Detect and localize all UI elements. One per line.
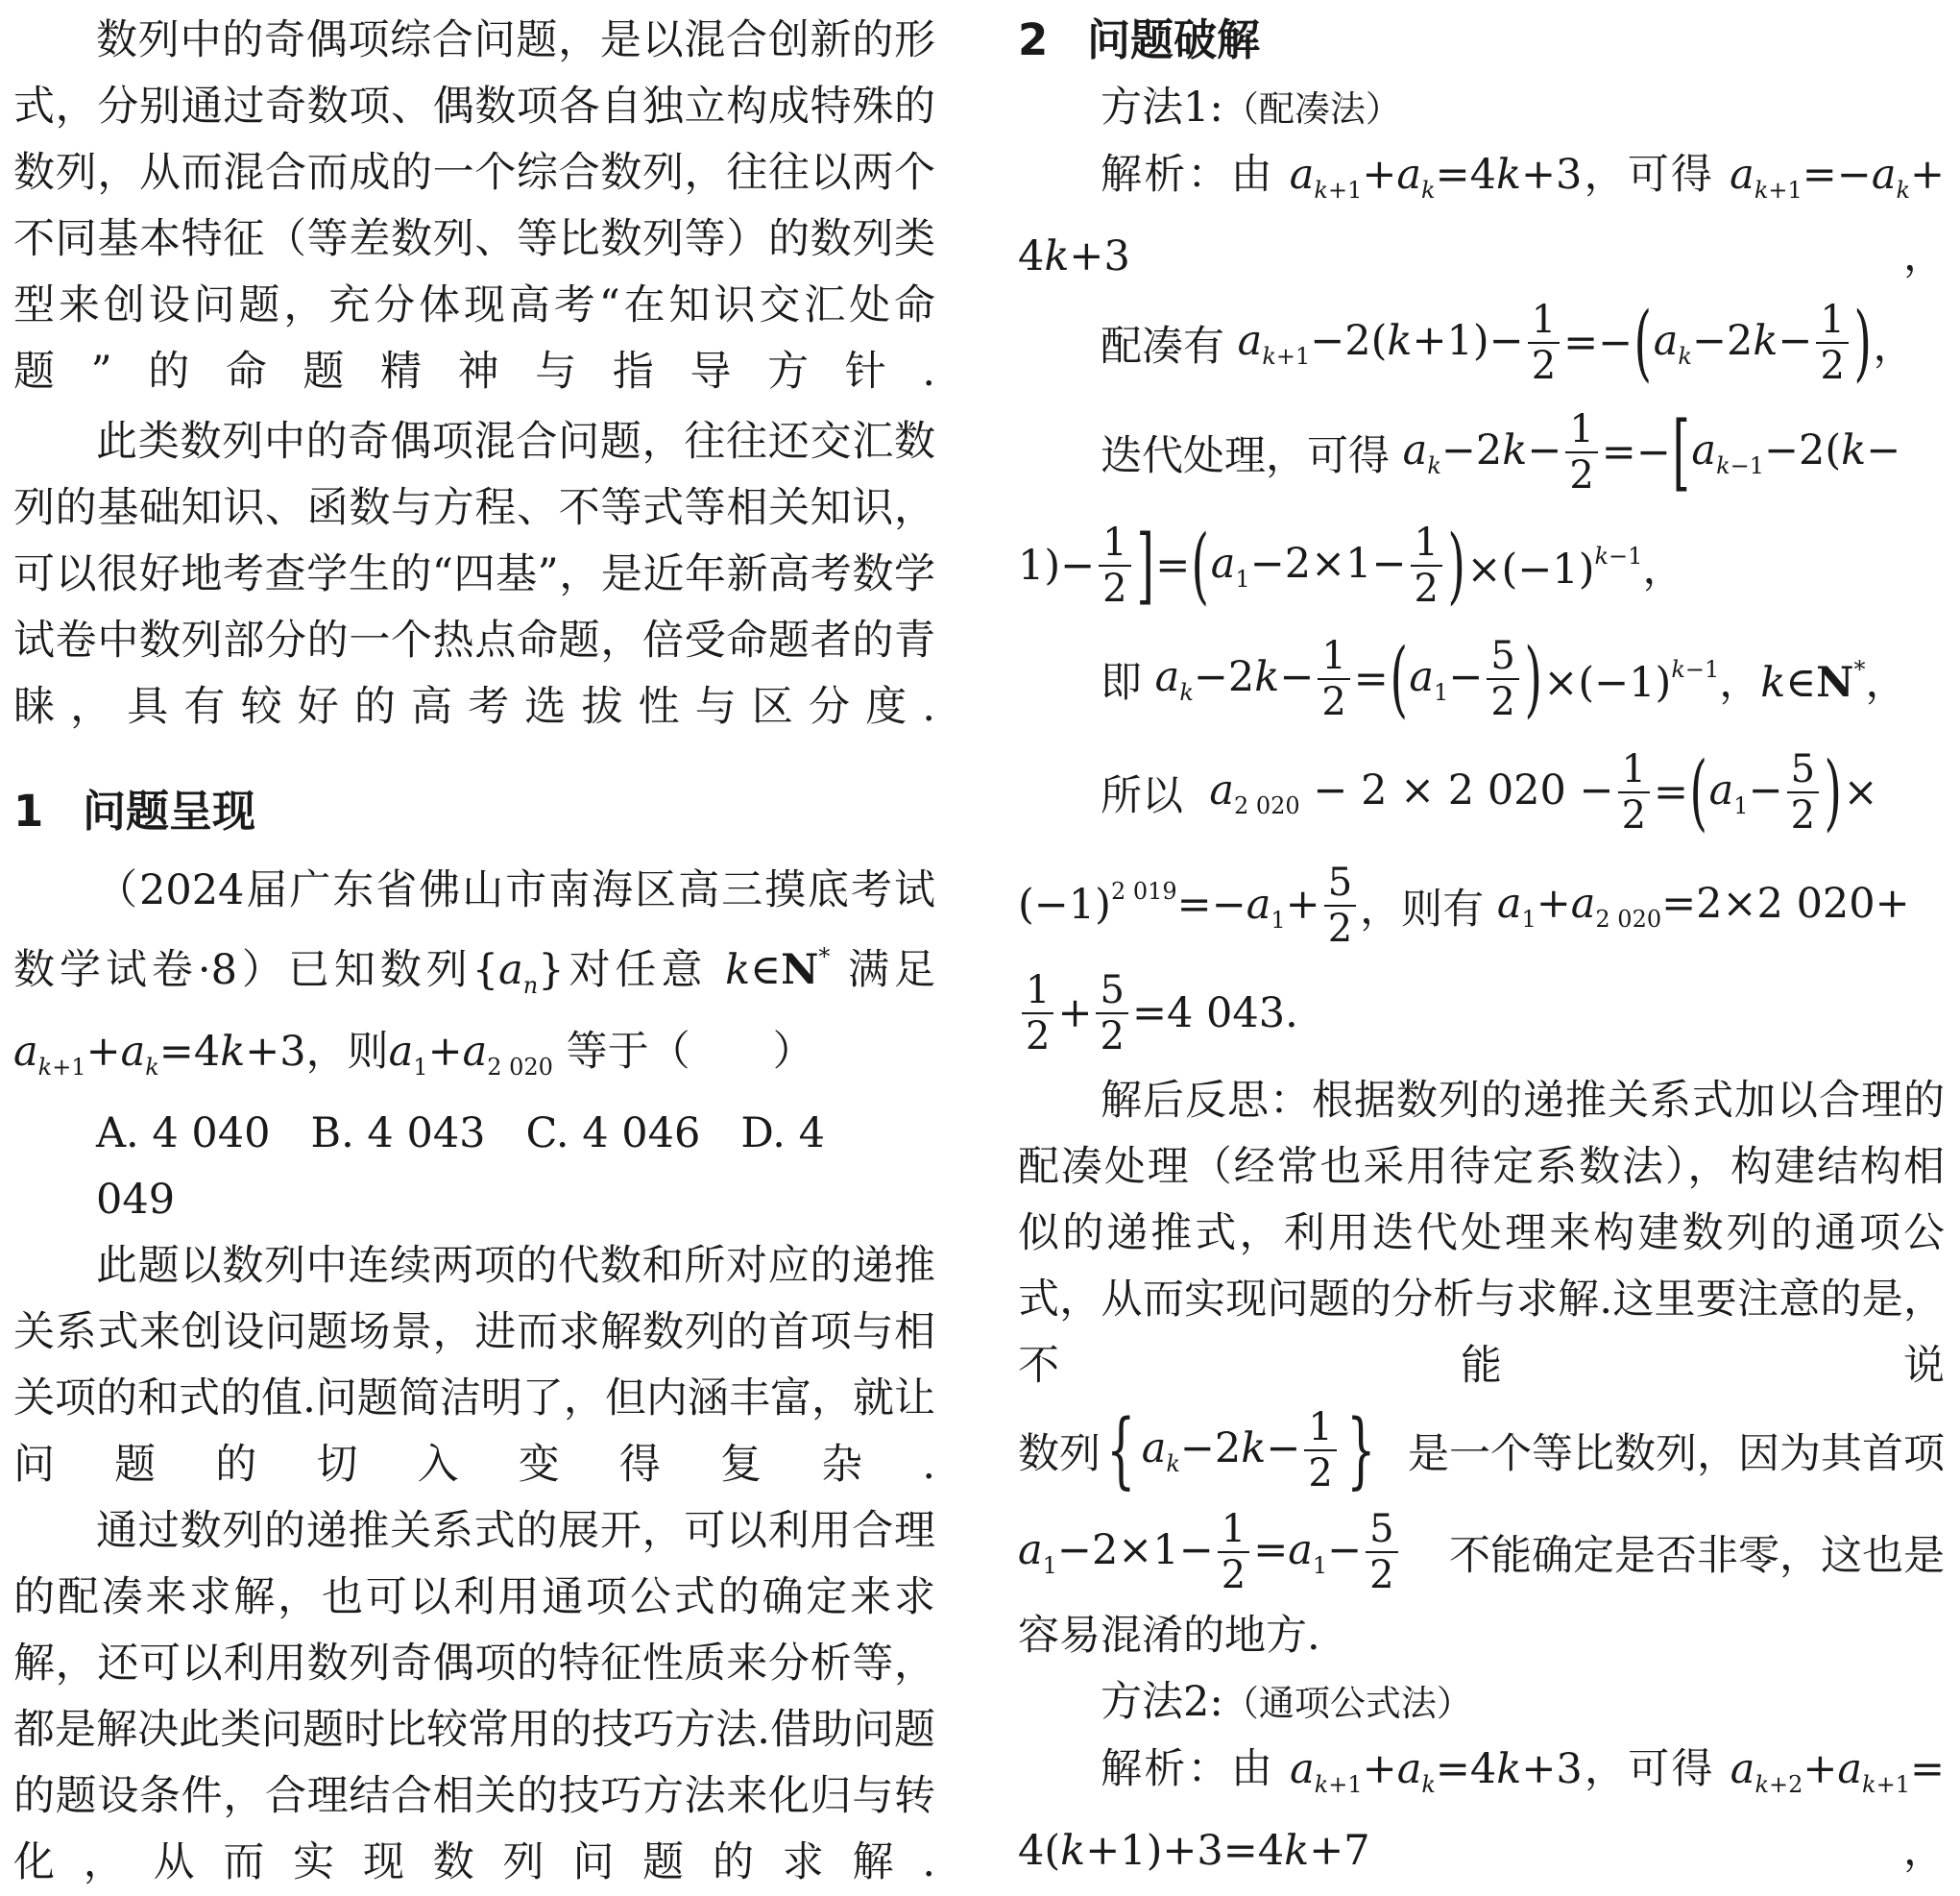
math-line-first-term: $a_1-2\times 1-$ $\frac{1}{2}$ $=a_1-$ $\frac{5}{2}$ 不能确定是否非零，这也是 — [1018, 1507, 1945, 1597]
problem-text: ，则 — [305, 1028, 389, 1076]
solution-line-2 — [1018, 1737, 1945, 1884]
math-next: $a_{k+2}+a_{k+1}= 4(k+1)+3=4k+7$， — [1018, 1745, 1946, 1875]
method-name: （配凑法） — [1222, 88, 1401, 130]
method-2-label — [1018, 1669, 1945, 1737]
math-an: $\{a_n\}$ — [472, 946, 565, 999]
intro-paragraph-2: 此类数列中的奇偶项混合问题，往往还交汇数列的基础知识、函数与方程、不等式等相关知识，可以很好地考查学生的“四基”，是近年新高考数学试卷中数列部分的一个热点命题，倍受命题者的青睐，具有较好的高考选拔性与区分度. — [13, 418, 935, 731]
section-title: 问题破解 — [1087, 14, 1261, 65]
reflection-text: 容易混淆的地方. — [1018, 1612, 1320, 1660]
reflection-text: 不能确定是否非零，这也是 — [1449, 1531, 1945, 1580]
left-column — [13, 0, 935, 1896]
solution-text: 解析：由 — [1101, 1745, 1275, 1793]
reflection-text: 是一个等比数列，因为其首项 — [1408, 1429, 1945, 1478]
math-recurrence: $a_{k+1}+a_k=4k+3$ — [13, 1028, 306, 1081]
solution-text: 所以 — [1101, 771, 1183, 820]
problem-text: 满足 — [848, 946, 936, 994]
math-line-zeyou: $(-1)^{2 019}=-a_1+$ $\frac{5}{2}$ ，则有 $a_1+a_{2 020}=2\times 2$ 020+ — [1018, 861, 1910, 951]
math-rewrite: $a_{k+1}=-a_k+ 4k+3$， — [1018, 151, 1946, 280]
solution-text: ，可得 — [1582, 1745, 1715, 1793]
option-a: A. 4 040 — [96, 1109, 271, 1157]
answer-options — [13, 1101, 935, 1233]
math-k-in-N: k∈N* — [725, 943, 831, 994]
solution-text: 迭代处理，可得 — [1101, 431, 1390, 480]
analysis-paragraph-1: 此题以数列中连续两项的代数和所对应的递推关系式来创设问题场景，进而求解数列的首项与相关项的和式的值.问题简洁明了，但内涵丰富，就让问题的切入变得复杂. — [13, 1242, 935, 1489]
right-column — [1018, 0, 1945, 1884]
method-label: 方法1: — [1101, 84, 1223, 132]
math-line-dd: 迭代处理，可得 $a_k-2k-$ $\frac{1}{2}$ =− [ $a_{k-1}-2(k-$ — [1101, 404, 1901, 500]
solution-text: 即 — [1101, 658, 1142, 707]
math-line-dd2: 1)− $\frac{1}{2}$ ] = ( $a_1-2\times 1-$ $\frac{1}{2}$ ) $\times(-1)^{k-1}$， — [1018, 518, 1684, 614]
math-line-result: $\frac{1}{2}$ + $\frac{5}{2}$ =4 043. — [1018, 962, 1945, 1064]
reflection-paragraph — [1018, 1068, 1945, 1399]
solution-text: 数列 — [1018, 1429, 1101, 1478]
problem-equation-line — [13, 1019, 935, 1101]
problem-text: 对任意 — [564, 946, 708, 994]
section-heading-2 — [1018, 12, 1945, 69]
analysis-paragraph-2: 通过数列的递推关系式的展开，可以利用合理的配凑来求解，也可以利用通项公式的确定来求解，还可以利用数列奇偶项的特征性质来分析等，都是解决此类问题时比较常用的技巧方法.借助问题的题设条件，合理结合相关的技巧方法来化归与转化，从而实现数列问题的求解. — [13, 1507, 935, 1886]
math-recurrence: $a_{k+1}+a_k=4k+3$ — [1290, 1745, 1583, 1798]
problem-source: （2024届广东省佛山市南海区高三摸底考试数学试卷·8）已知数列 — [13, 866, 935, 994]
math-sum: $a_1+a_{2 020}$ — [388, 1028, 553, 1081]
reflection-label: 解后反思： — [1101, 1077, 1312, 1125]
solution-text: 配凑有 — [1101, 322, 1224, 371]
section-number: 2 — [1018, 14, 1049, 65]
method-1-label — [1018, 75, 1945, 142]
math-line-suoyi: 所以 $a_{2 020} - 2 \times 2$ 020 − $\frac{1}{2}$ = ( $a_1-$ $\frac{5}{2}$ ) × — [1101, 744, 1878, 840]
math-recurrence: $a_{k+1}+a_k=4k+3$ — [1289, 151, 1583, 204]
solution-line-1 — [1018, 142, 1945, 290]
section-title: 问题呈现 — [83, 786, 256, 837]
option-c: C. 4 046 — [525, 1109, 701, 1157]
solution-text: ，可得 — [1582, 151, 1715, 199]
result-value: =4 043. — [1131, 989, 1298, 1037]
solution-text: 解析：由 — [1101, 151, 1274, 199]
problem-statement — [13, 858, 935, 1019]
section-heading-1 — [13, 783, 935, 840]
option-d: D. 4 049 — [96, 1109, 825, 1224]
section-number: 1 — [13, 786, 44, 837]
intro-paragraph-1: 数列中的奇偶项综合问题，是以混合创新的形式，分别通过奇数项、偶数项各自独立构成特殊的数列，从而混合而成的一个综合数列，往往以两个不同基本特征（等差数列、等比数列等）的数列类型来创设问题，充分体现高考“在知识交汇处命题”的命题精神与指导方针. — [13, 16, 935, 396]
method-name: （通项公式法） — [1222, 1683, 1472, 1724]
math-line-ji: 即 $a_k-2k-$ $\frac{1}{2}$ = ( $a_1-$ $\frac{5}{2}$ ) $\times(-1)^{k-1}$，k∈N*， — [1101, 631, 1907, 727]
math-line-pc: 配凑有 $a_{k+1}-2(k+1)-$ $\frac{1}{2}$ =− ( $a_k-2k-$ $\frac{1}{2}$ ) ， — [1101, 295, 1915, 391]
problem-text: 等于（ ） — [566, 1028, 814, 1076]
math-line-shulie: 数列 { $a_k-2k-$ $\frac{1}{2}$ } 是一个等比数列，因为其首项 — [1018, 1402, 1945, 1498]
option-b: B. 4 043 — [310, 1109, 486, 1157]
reflection-text: 根据数列的递推关系式加以合理的配凑处理（经常也采用待定系数法），构建结构相似的递推式，利用迭代处理来构建数列的通项公式，从而实现问题的分析与求解.这里要注意的是，不能说 — [1018, 1077, 1945, 1390]
method-label: 方法2: — [1101, 1678, 1223, 1726]
solution-text: ，则有 — [1360, 885, 1485, 934]
